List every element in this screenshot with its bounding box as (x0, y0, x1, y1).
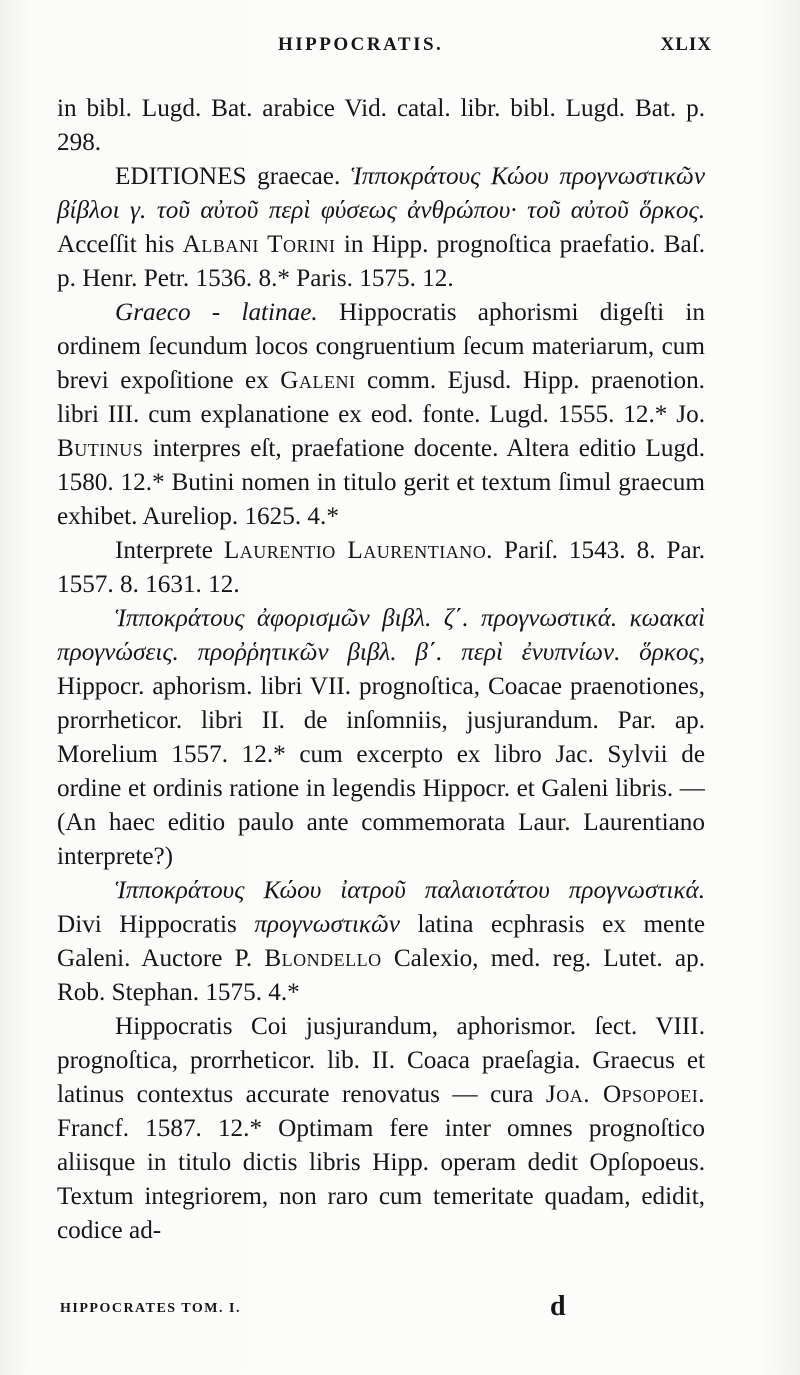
editiones-heading: EDITIONES graecae. (115, 163, 351, 190)
signature-line: HIPPOCRATES TOM. I. (60, 1301, 241, 1316)
greek-title: Ἱπποκράτους Κώου ἰατροῦ παλαιοτάτου προγνωστικά. (115, 877, 705, 904)
paragraph-3 (57, 296, 705, 534)
signature-mark: d (550, 1291, 566, 1322)
section-label: Graeco - latinae. (115, 299, 318, 326)
paragraph-5-text: Hippocr. aphorism. libri VII. prognoſtica, Coacae praenotiones, prorrheticor. libri II. de inſomniis, jusjurandum. Par. ap. Morelium 1557. 12.* cum excerpto ex libro Jac. Sylvii de ordine et ordinis ratione in legendis Hippocr. et Galeni libris. — (An haec editio paulo ante commemorata Laur. Laurentiano interprete?) (57, 673, 705, 870)
paragraph-6-text-a: Divi Hippocratis (57, 911, 255, 938)
paragraph-6-text-c: Calexio, med. reg. Lutet. ap. Rob. Stephan. 1575. 4.* (57, 945, 705, 1006)
paragraph-2 (57, 160, 705, 296)
author-name: Galeni (280, 367, 356, 394)
paragraph-4-text-b: Pariſ. 1543. 8. Par. 1557. 8. 1631. 12. (57, 537, 705, 598)
running-head (60, 34, 712, 60)
paragraph-3-text-a: Hippocratis aphorismi digeſti in ordinem ſecundum locos congruentium ſecum materiarum, cum brevi expoſitione ex (57, 299, 705, 394)
paragraph-5 (57, 602, 705, 874)
paragraph-4-text-a: Interprete (115, 537, 224, 564)
greek-word: προγνωστικῶν (254, 911, 400, 938)
page-footer (60, 1291, 710, 1327)
paragraph-1-text: in bibl. Lugd. Bat. arabice Vid. catal. libr. bibl. Lugd. Bat. p. 298. (57, 95, 705, 156)
greek-title: Ἱπποκράτους ἀφορισμῶν βιβλ. ζ΄. προγνωστικά. κωακαὶ προγνώσεις. προῤῥητικῶν βιβλ. β΄. περὶ ἐνυπνίων. ὅρκος, (57, 605, 705, 666)
paragraph-3-text-c: interpres eſt, praefatione docente. Altera editio Lugd. 1580. 12.* Butini nomen in titulo gerit et textum ſimul graecum exhibet. Aureliop. 1625. 4.* (57, 435, 705, 530)
paragraph-6-text-b: latina ecphrasis ex mente Galeni. Auctore P. (57, 911, 705, 972)
author-name: Butinus (57, 435, 144, 462)
paragraph-2-text-b: in Hipp. prognoſtica praefatio. Baſ. p. Henr. Petr. 1536. 8.* Paris. 1575. 12. (57, 231, 705, 292)
text-body (57, 92, 705, 1248)
paragraph-4 (57, 534, 705, 602)
author-name: Laurentio Laurentiano. (223, 537, 493, 564)
author-name: Joa. Opsopoei. (545, 1081, 705, 1108)
paragraph-3-text-b: comm. Ejusd. Hipp. praenotion. libri III. cum explanatione ex eod. fonte. Lugd. 1555. 12.* Jo. (57, 367, 705, 428)
greek-title: Ἱπποκράτους Κώου προγνωστικῶν βίβλοι γ. τοῦ αὐτοῦ περὶ φύσεως ἀνθρώπου· τοῦ αὐτοῦ ὅρκος. (57, 163, 706, 224)
running-head-title: HIPPOCRATIS. (278, 34, 444, 55)
author-name: Albani Torini (182, 231, 336, 258)
paragraph-1 (57, 92, 705, 160)
paragraph-7 (57, 1010, 705, 1248)
paragraph-6 (57, 874, 705, 1010)
page-number: XLIX (660, 34, 712, 55)
paragraph-7-text-b: Francf. 1587. 12.* Optimam fere inter omnes prognoſtico aliisque in titulo dictis libris Hipp. operam dedit Opſopoeus. Textum integriorem, non raro cum temeritate quadam, edidit, codice ad- (57, 1115, 705, 1244)
paragraph-2-text-a: Acceſſit his (57, 231, 183, 258)
author-name: Blondello (264, 945, 382, 972)
paragraph-7-text-a: Hippocratis Coi jusjurandum, aphorismor. ſect. VIII. prognoſtica, prorrheticor. lib. II. Coaca praeſagia. Graecus et latinus contextus accurate renovatus — cura (57, 1013, 705, 1108)
